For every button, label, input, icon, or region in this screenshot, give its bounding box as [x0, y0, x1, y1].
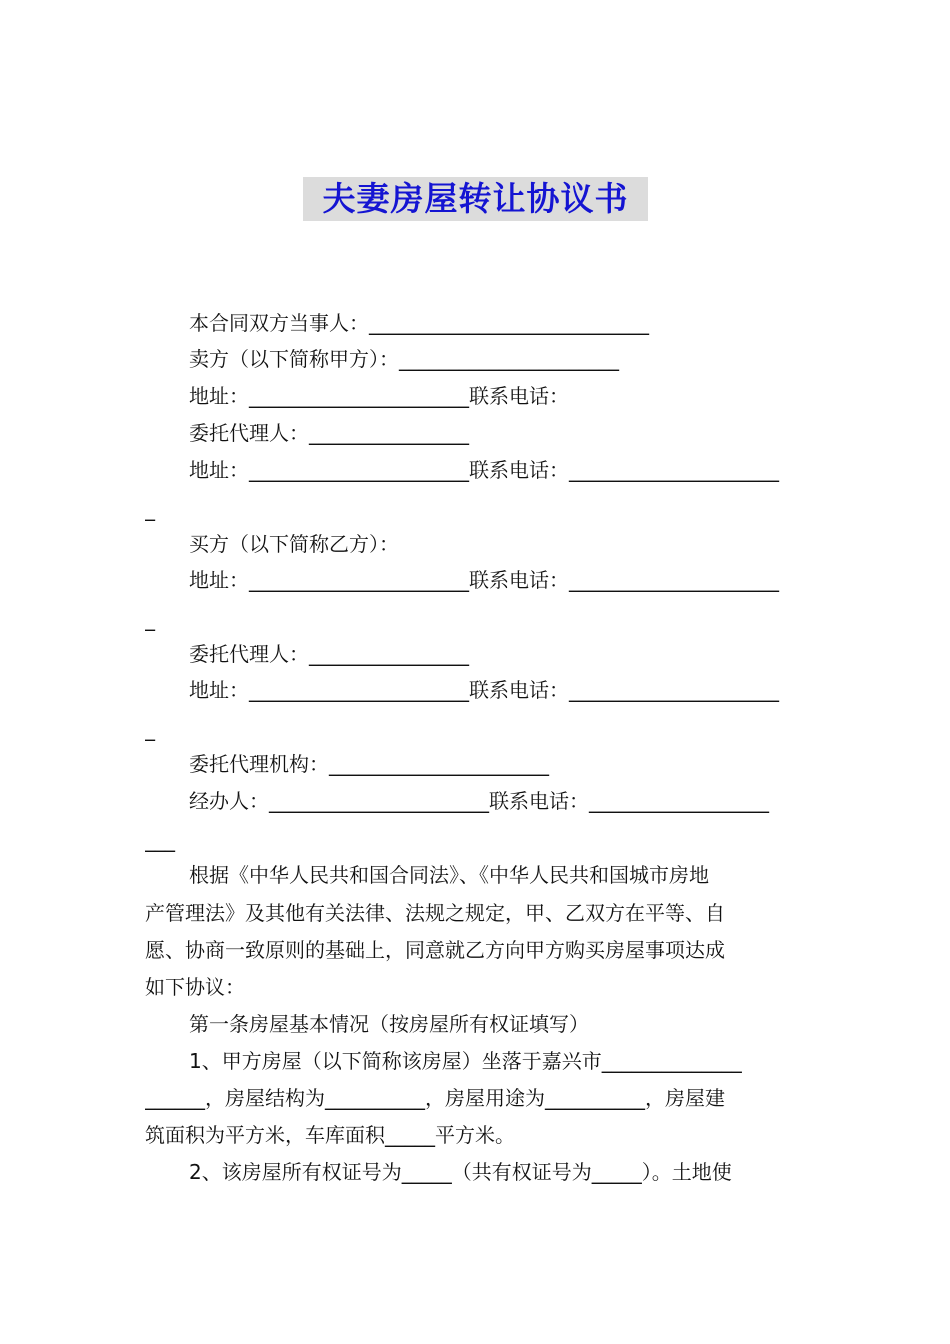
handler-line: 经办人：______________________联系电话：__________________ [189, 789, 769, 813]
agency-line: 委托代理机构：______________________ [189, 752, 549, 776]
document-title: 夫妻房屋转让协议书 [303, 177, 648, 221]
paragraph-line: 愿、协商一致原则的基础上，同意就乙方向甲方购买房屋事项达成 [145, 938, 725, 962]
buyer-line: 买方（以下简称乙方）： [189, 532, 399, 556]
article-heading: 第一条房屋基本情况（按房屋所有权证填写） [189, 1012, 589, 1036]
paragraph-line: 根据《中华人民共和国合同法》、《中华人民共和国城市房地 [189, 863, 709, 887]
continuation-line: _ [145, 607, 155, 631]
clause-line: 筑面积为平方米，车库面积_____平方米。 [145, 1123, 515, 1147]
paragraph-line: 如下协议： [145, 975, 245, 999]
buyer-agent-address-line: 地址：______________________联系电话：_____________________ [189, 678, 779, 702]
paragraph-line: 产管理法》及其他有关法律、法规之规定，甲、乙双方在平等、自 [145, 901, 725, 925]
seller-agent-line: 委托代理人：________________ [189, 421, 469, 445]
clause-line: 2、该房屋所有权证号为_____（共有权证号为_____）。土地使 [189, 1160, 732, 1184]
seller-line: 卖方（以下简称甲方）：______________________ [189, 347, 619, 371]
seller-agent-address-line: 地址：______________________联系电话：_____________________ [189, 458, 779, 482]
clause-line: 1、甲方房屋（以下简称该房屋）坐落于嘉兴市______________ [189, 1049, 742, 1073]
continuation-line: ___ [145, 828, 175, 852]
seller-address-line: 地址：______________________联系电话： [189, 384, 569, 408]
buyer-agent-line: 委托代理人：________________ [189, 642, 469, 666]
continuation-line: _ [145, 497, 155, 521]
parties-line: 本合同双方当事人：____________________________ [189, 311, 649, 335]
clause-line: ______，房屋结构为__________，房屋用途为__________，房屋建 [145, 1086, 725, 1110]
buyer-address-line: 地址：______________________联系电话：_____________________ [189, 568, 779, 592]
continuation-line: _ [145, 717, 155, 741]
